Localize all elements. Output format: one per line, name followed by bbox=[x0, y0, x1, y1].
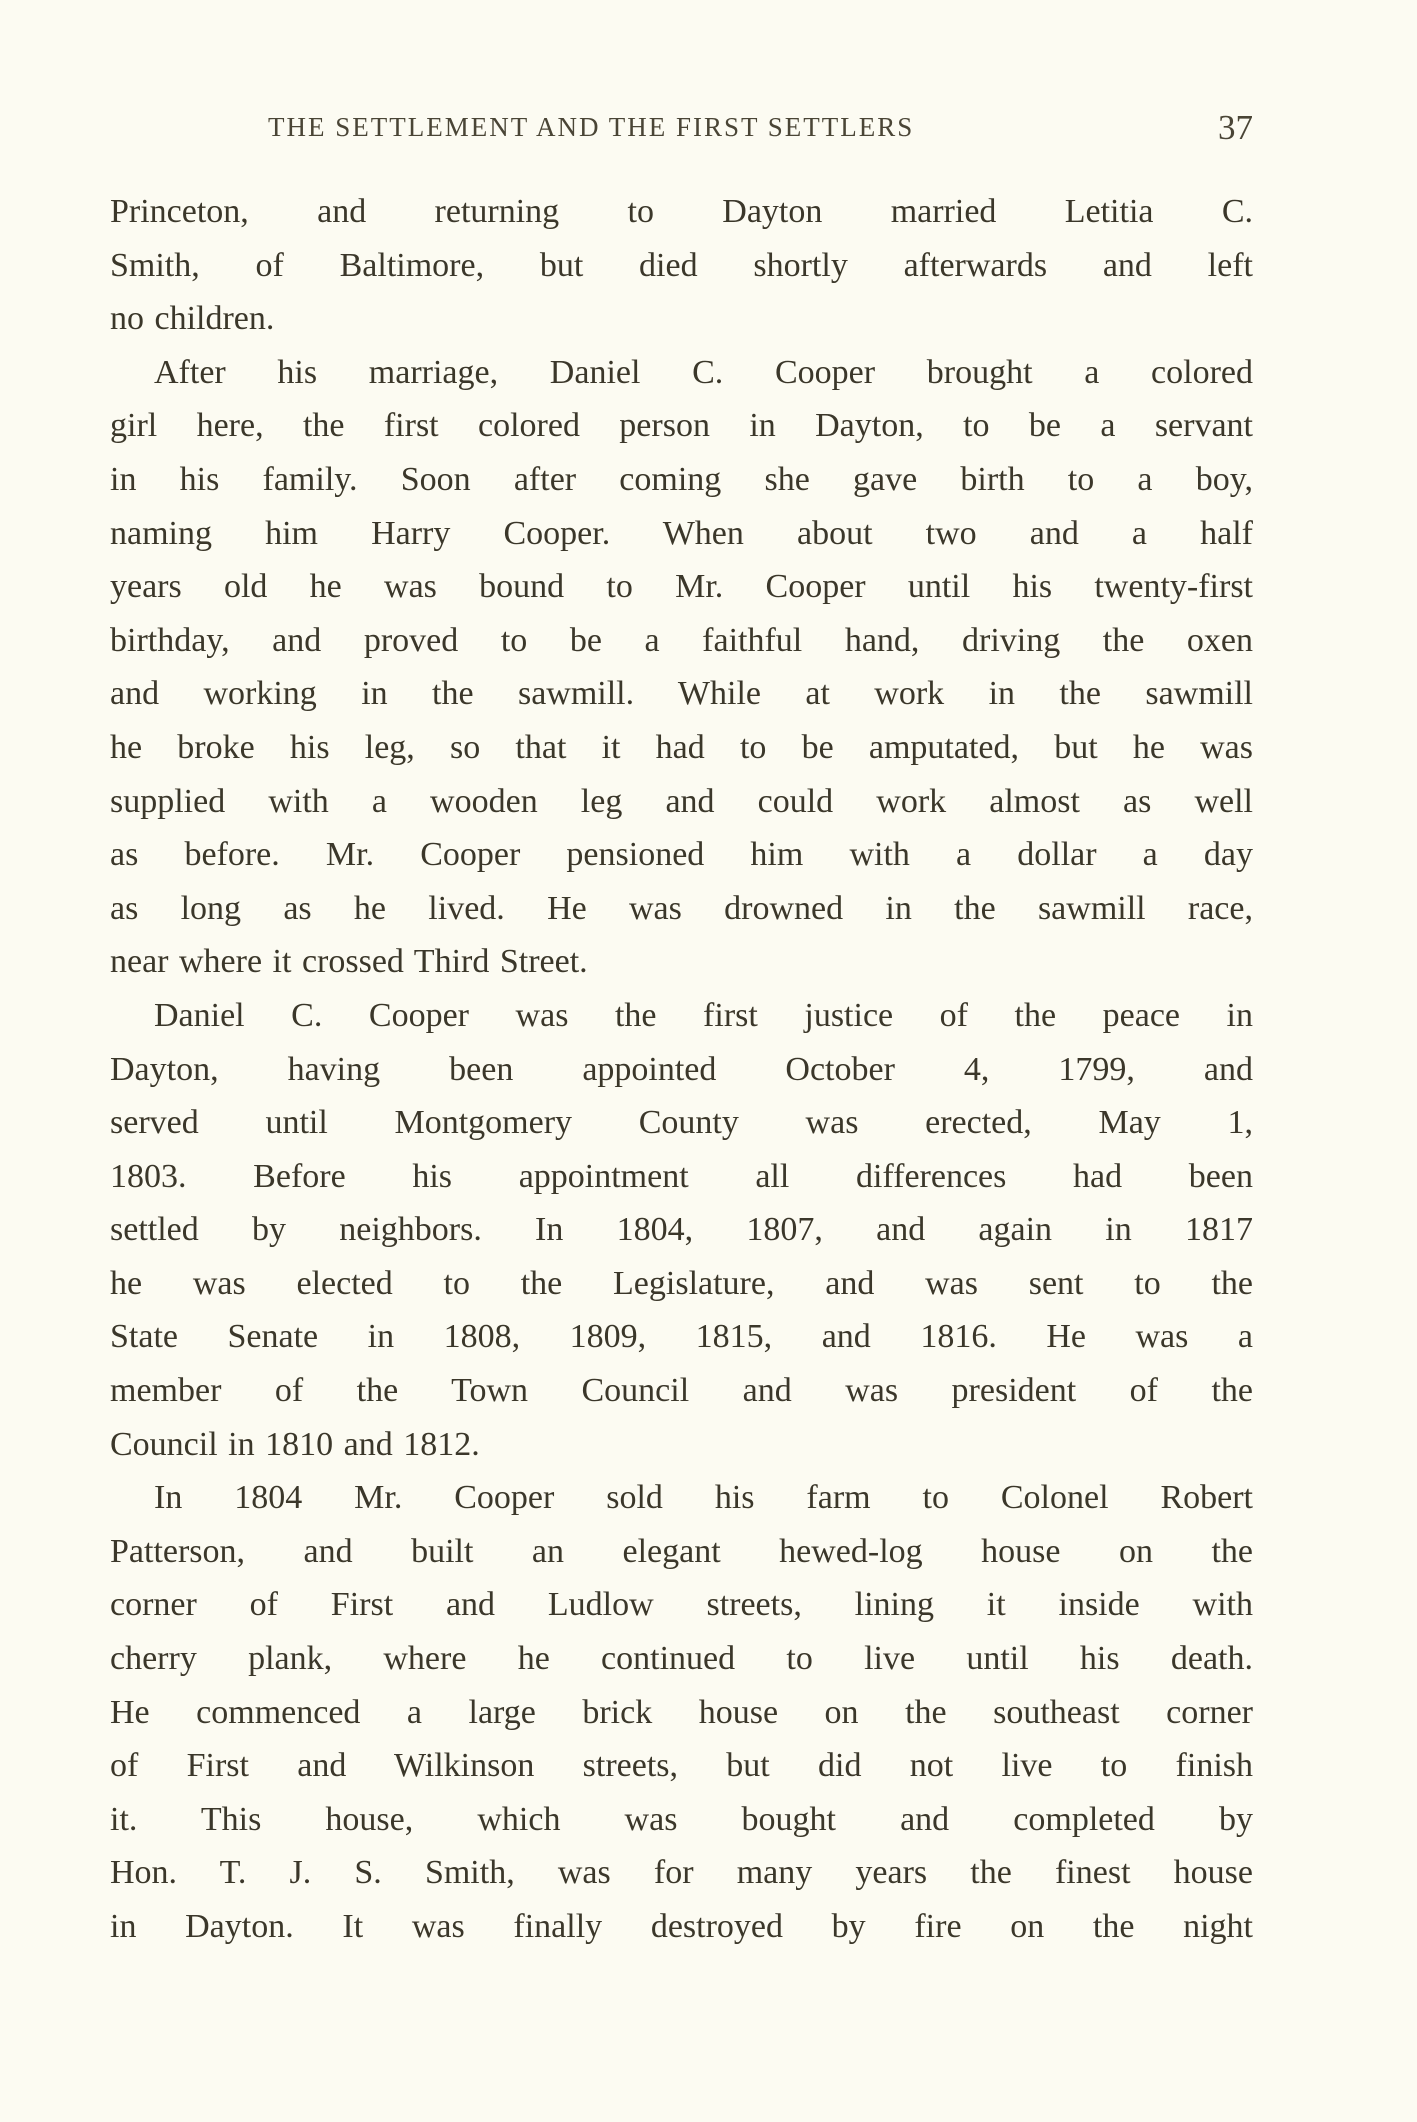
text-line: Dayton, having been appointed October 4, 1799, and bbox=[110, 1050, 1253, 1088]
text-line: Princeton, and returning to Dayton married Letitia C. bbox=[110, 193, 1253, 230]
text-line: birthday, and proved to be a faithful hand, driving the oxen bbox=[110, 621, 1253, 659]
text-line: as before. Mr. Cooper pensioned him with a dollar a day bbox=[110, 836, 1253, 874]
text-line: Smith, of Baltimore, but died shortly afterwards and left bbox=[110, 246, 1253, 284]
text-line: 1803. Before his appointment all differences had been bbox=[110, 1157, 1253, 1195]
text-line: naming him Harry Cooper. When about two and a half bbox=[110, 514, 1253, 552]
page-header bbox=[110, 108, 1253, 152]
page-body-text bbox=[110, 185, 1253, 1954]
text-line: served until Montgomery County was erected, May 1, bbox=[110, 1104, 1253, 1142]
running-title: THE SETTLEMENT AND THE FIRST SETTLERS bbox=[268, 112, 915, 142]
text-line: He commenced a large brick house on the southeast corner bbox=[110, 1693, 1253, 1731]
text-line: corner of First and Ludlow streets, lining it inside with bbox=[110, 1586, 1253, 1624]
text-line: and working in the sawmill. While at work in the sawmill bbox=[110, 675, 1253, 713]
page-number: 37 bbox=[1218, 108, 1253, 147]
text-line: Council in 1810 and 1812. bbox=[110, 1425, 480, 1463]
text-line: cherry plank, where he continued to live until his death. bbox=[110, 1640, 1253, 1678]
text-line: no children. bbox=[110, 300, 275, 338]
text-line: it. This house, which was bought and completed by bbox=[110, 1800, 1253, 1838]
text-line: he was elected to the Legislature, and was sent to the bbox=[110, 1264, 1253, 1302]
text-line: near where it crossed Third Street. bbox=[110, 943, 588, 981]
text-line: Hon. T. J. S. Smith, was for many years the finest house bbox=[110, 1854, 1253, 1892]
text-line: girl here, the first colored person in Dayton, to be a servant bbox=[110, 407, 1253, 445]
text-line: Patterson, and built an elegant hewed-log house on the bbox=[110, 1532, 1253, 1570]
text-line: of First and Wilkinson streets, but did not live to finish bbox=[110, 1747, 1253, 1785]
text-line: member of the Town Council and was president of the bbox=[110, 1372, 1253, 1410]
text-line: Daniel C. Cooper was the first justice of the peace in bbox=[154, 996, 1253, 1034]
text-line: In 1804 Mr. Cooper sold his farm to Colonel Robert bbox=[154, 1479, 1253, 1517]
text-line: he broke his leg, so that it had to be amputated, but he was bbox=[110, 728, 1253, 766]
text-line: State Senate in 1808, 1809, 1815, and 1816. He was a bbox=[110, 1318, 1253, 1356]
text-line: settled by neighbors. In 1804, 1807, and again in 1817 bbox=[110, 1211, 1253, 1249]
text-line: supplied with a wooden leg and could work almost as well bbox=[110, 782, 1253, 820]
text-line: as long as he lived. He was drowned in the sawmill race, bbox=[110, 889, 1253, 927]
text-line: After his marriage, Daniel C. Cooper brought a colored bbox=[154, 353, 1253, 391]
text-line: in Dayton. It was finally destroyed by fire on the night bbox=[110, 1908, 1253, 1945]
text-line: in his family. Soon after coming she gave birth to a boy, bbox=[110, 460, 1253, 498]
text-line: years old he was bound to Mr. Cooper until his twenty-first bbox=[110, 568, 1253, 606]
